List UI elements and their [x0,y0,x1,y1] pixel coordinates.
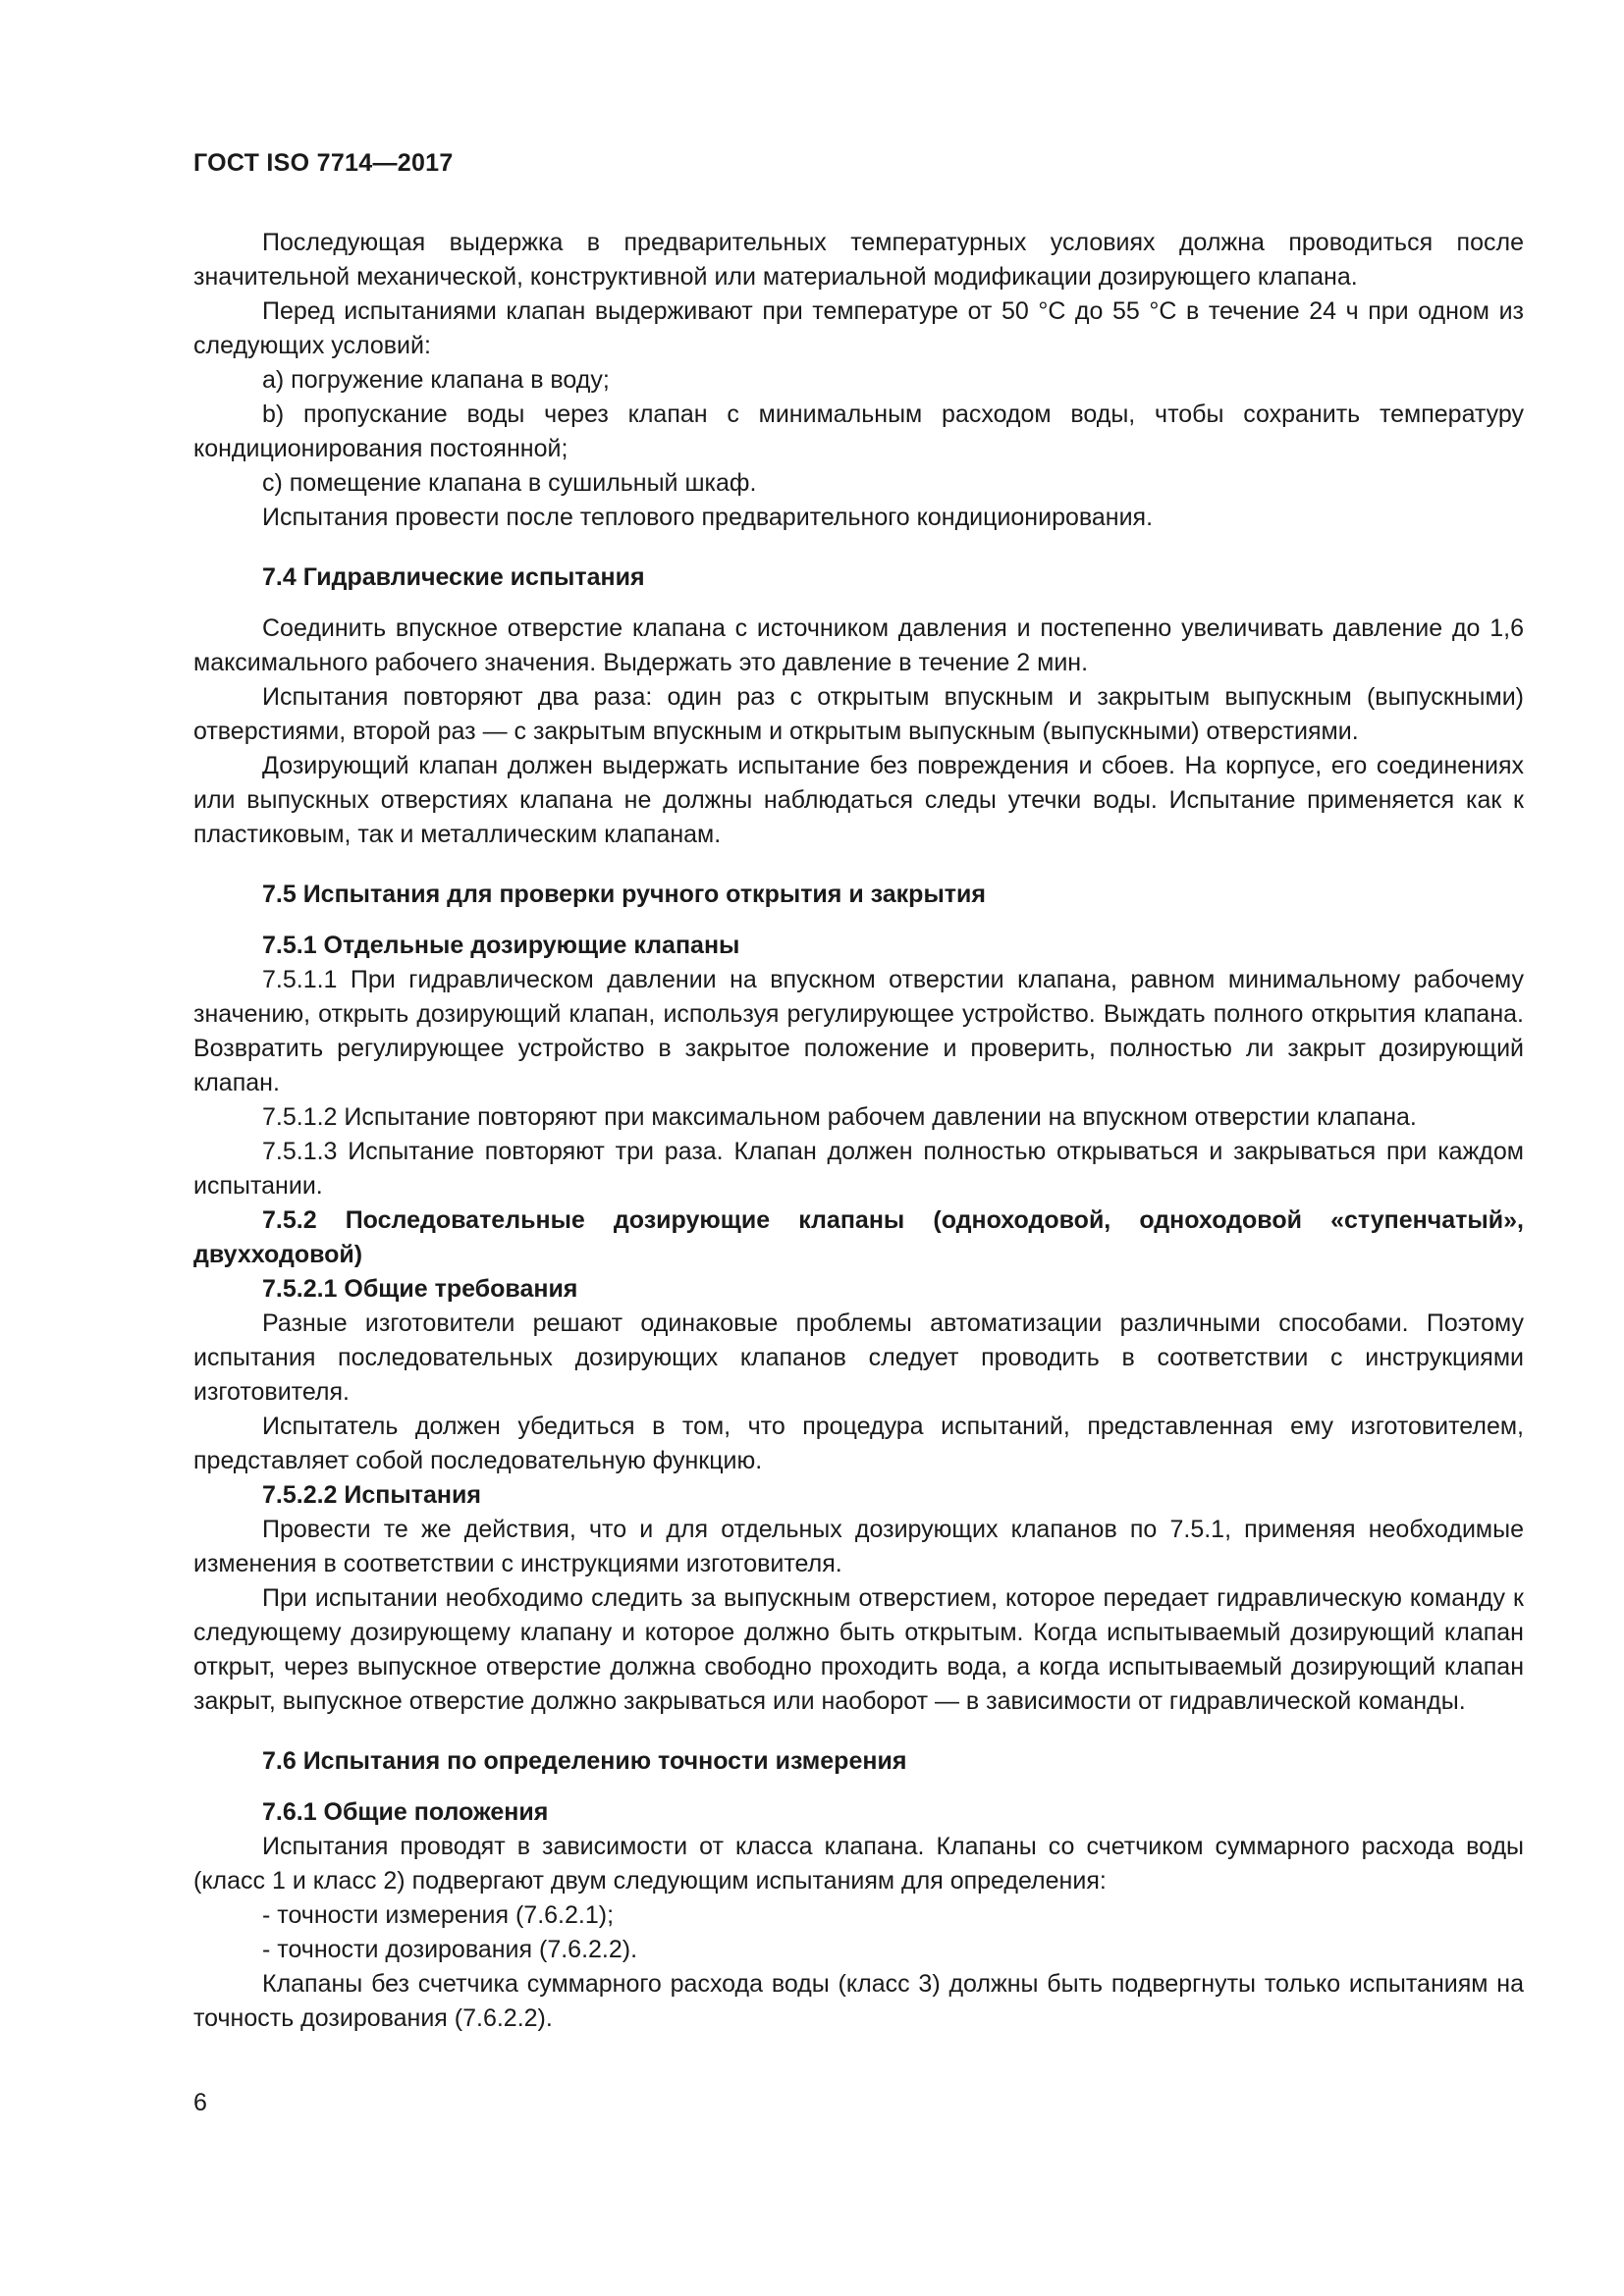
paragraph: 7.5.1.3 Испытание повторяют три раза. Клапан должен полностью открываться и закрываться при каждом испытании. [193,1138,1524,1200]
subsubsection-heading: 7.5.2.1 Общие требования [262,1275,578,1303]
list-item: - точности измерения (7.6.2.1); [262,1901,615,1929]
paragraph: Клапаны без счетчика суммарного расхода воды (класс 3) должны быть подвергнуты только испытаниям на точность дозирования (7.6.2.2). [193,1970,1524,2032]
paragraph: Последующая выдержка в предварительных температурных условиях должна проводиться после значительной механической, конструктивной или материальной модификации дозирующего клапана. [193,229,1524,291]
section-heading: 7.6 Испытания по определению точности измерения [262,1747,907,1775]
paragraph: Разные изготовители решают одинаковые проблемы автоматизации различными способами. Поэтому испытания последовательных дозирующих клапанов следует проводить в соответствии с инструкциями изготовителя. [193,1309,1524,1406]
list-item: c) помещение клапана в сушильный шкаф. [262,469,757,497]
section-heading: 7.5 Испытания для проверки ручного открытия и закрытия [262,881,986,908]
paragraph: Провести те же действия, что и для отдельных дозирующих клапанов по 7.5.1, применяя необходимые изменения в соответствии с инструкциями изготовителя. [193,1516,1524,1577]
paragraph: Испытания повторяют два раза: один раз с открытым впускным и закрытым выпускным (выпускными) отверстиями, второй раз — с закрытым впускным и открытым выпускным (выпускными) отверстиями. [193,683,1524,745]
paragraph: Дозирующий клапан должен выдержать испытание без повреждения и сбоев. На корпусе, его соединениях или выпускных отверстиях клапана не должны наблюдаться следы утечки воды. Испытание применяется как к пластиковым, так и металлическим клапанам. [193,752,1524,848]
document-body [193,226,1524,2036]
subsection-heading: 7.6.1 Общие положения [262,1798,549,1826]
standard-header: ГОСТ ISO 7714—2017 [193,149,454,177]
paragraph: 7.5.1.2 Испытание повторяют при максимальном рабочем давлении на впускном отверстии клапана. [262,1103,1417,1131]
paragraph: Испытания провести после теплового предварительного кондиционирования. [262,504,1154,531]
paragraph: Перед испытаниями клапан выдерживают при температуре от 50 °С до 55 °С в течение 24 ч при одном из следующих условий: [193,297,1524,359]
subsection-heading: 7.5.2 Последовательные дозирующие клапаны (одноходовой, одноходовой «ступенчатый», двухходовой) [193,1206,1524,1268]
list-item: a) погружение клапана в воду; [262,366,610,394]
subsubsection-heading: 7.5.2.2 Испытания [262,1481,481,1509]
subsection-heading: 7.5.1 Отдельные дозирующие клапаны [262,932,740,959]
list-item: b) пропускание воды через клапан с минимальным расходом воды, чтобы сохранить температуру кондиционирования постоянной; [193,400,1524,462]
list-item: - точности дозирования (7.6.2.2). [262,1936,638,1963]
paragraph: 7.5.1.1 При гидравлическом давлении на впускном отверстии клапана, равном минимальному рабочему значению, открыть дозирующий клапан, используя регулирующее устройство. Выждать полного открытия клапана. Возвратить регулирующее устройство в закрытое положение и проверить, полностью ли закрыт дозирующий клапан. [193,966,1524,1096]
paragraph: Соединить впускное отверстие клапана с источником давления и постепенно увеличивать давление до 1,6 максимального рабочего значения. Выдержать это давление в течение 2 мин. [193,614,1524,676]
paragraph: При испытании необходимо следить за выпускным отверстием, которое передает гидравлическую команду к следующему дозирующему клапану и которое должно быть открытым. Когда испытываемый дозирующий клапан открыт, через выпускное отверстие должна свободно проходить вода, а когда испытываемый дозирующий клапан закрыт, выпускное отверстие должно закрываться или наоборот — в зависимости от гидравлической команды. [193,1584,1524,1715]
paragraph: Испытания проводят в зависимости от класса клапана. Клапаны со счетчиком суммарного расхода воды (класс 1 и класс 2) подвергают двум следующим испытаниям для определения: [193,1833,1524,1895]
section-heading: 7.4 Гидравлические испытания [262,563,645,591]
paragraph: Испытатель должен убедиться в том, что процедура испытаний, представленная ему изготовителем, представляет собой последовательную функцию. [193,1413,1524,1474]
page-number: 6 [193,2089,207,2116]
